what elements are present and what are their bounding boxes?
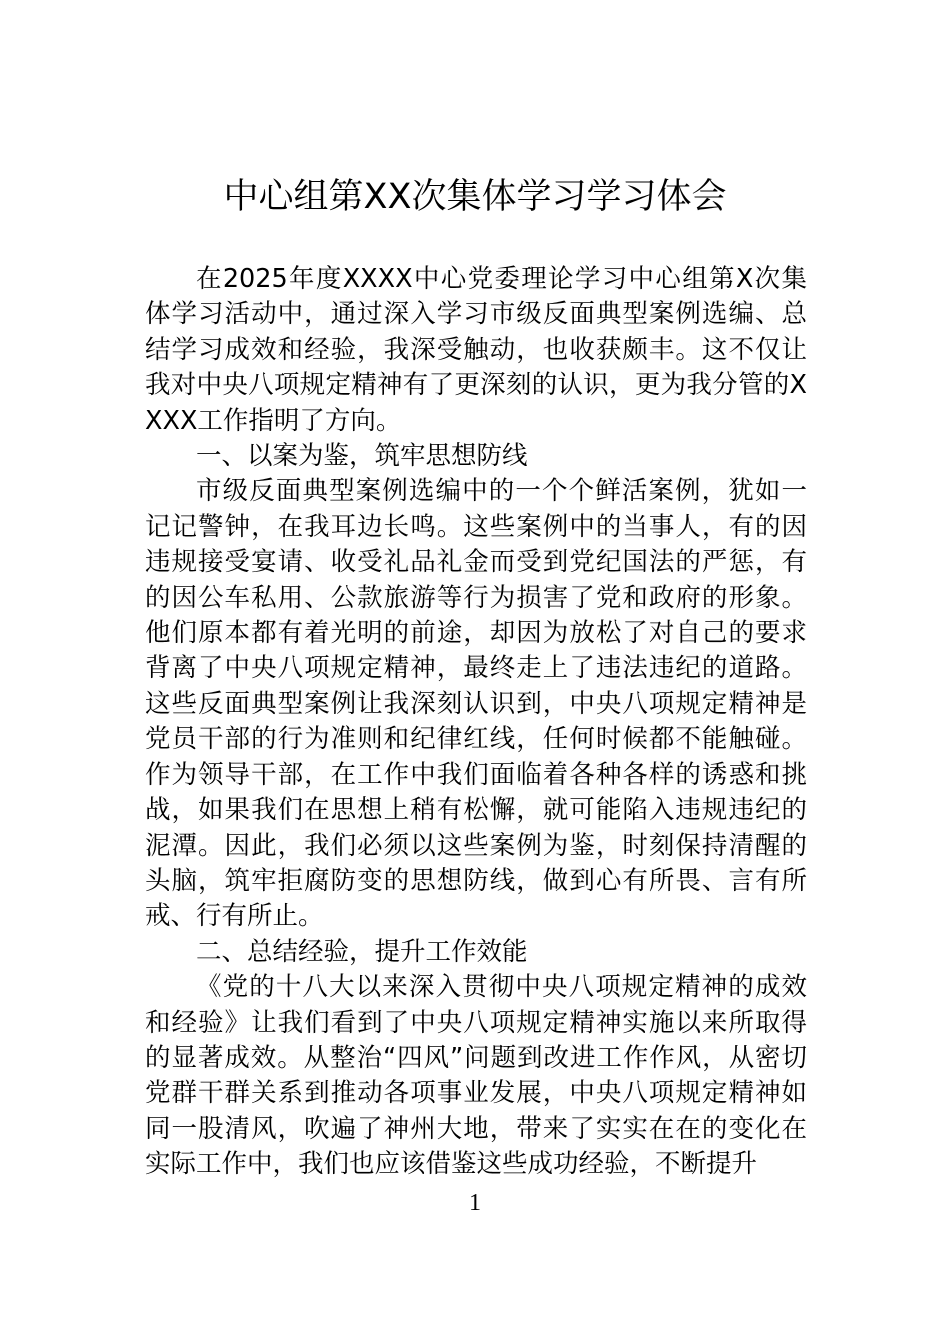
section-heading-2: 二、总结经验，提升工作效能 xyxy=(196,936,528,967)
section-1-paragraph: 市级反面典型案例选编中的一个个鲜活案例，犹如一记记警钟，在我耳边长鸣。这些案例中的当事人，有的因违规接受宴请、收受礼品礼金而受到党纪国法的严惩，有的因公车私用、公款旅游等行为损害了党和政府的形象。他们原本都有着光明的前途，却因为放松了对自己的要求背离了中央八项规定精神，最终走上了违法违纪的道路。这些反面典型案例让我深刻认识到，中央八项规定精神是党员干部的行为准则和纪律红线，任何时候都不能触碰。作为领导干部，在工作中我们面临着各种各样的诱惑和挑战，如果我们在思想上稍有松懈，就可能陷入违规违纪的泥潭。因此，我们必须以这些案例为鉴，时刻保持清醒的头脑，筑牢拒腐防变的思想防线，做到心有所畏、言有所戒、行有所止。 xyxy=(145,476,807,932)
document-title: 中心组第XX次集体学习学习体会 xyxy=(223,177,727,217)
section-heading-1: 一、以案为鉴，筑牢思想防线 xyxy=(196,441,528,472)
intro-paragraph: 在2025年度XXXX中心党委理论学习中心组第X次集体学习活动中，通过深入学习市级反面典型案例选编、总结学习成效和经验，我深受触动，也收获颇丰。这不仅让我对中央八项规定精神有了更深刻的认识，更为我分管的XXXX工作指明了方向。 xyxy=(145,264,807,436)
page-number: 1 xyxy=(469,1190,481,1216)
section-2-paragraph: 《党的十八大以来深入贯彻中央八项规定精神的成效和经验》让我们看到了中央八项规定精神实施以来所取得的显著成效。从整治“四风”问题到改进工作作风，从密切党群干群关系到推动各项事业发展，中央八项规定精神如同一股清风，吹遍了神州大地，带来了实实在在的变化在实际工作中，我们也应该借鉴这些成功经验，不断提升 xyxy=(145,972,807,1180)
document-body xyxy=(145,262,807,1183)
